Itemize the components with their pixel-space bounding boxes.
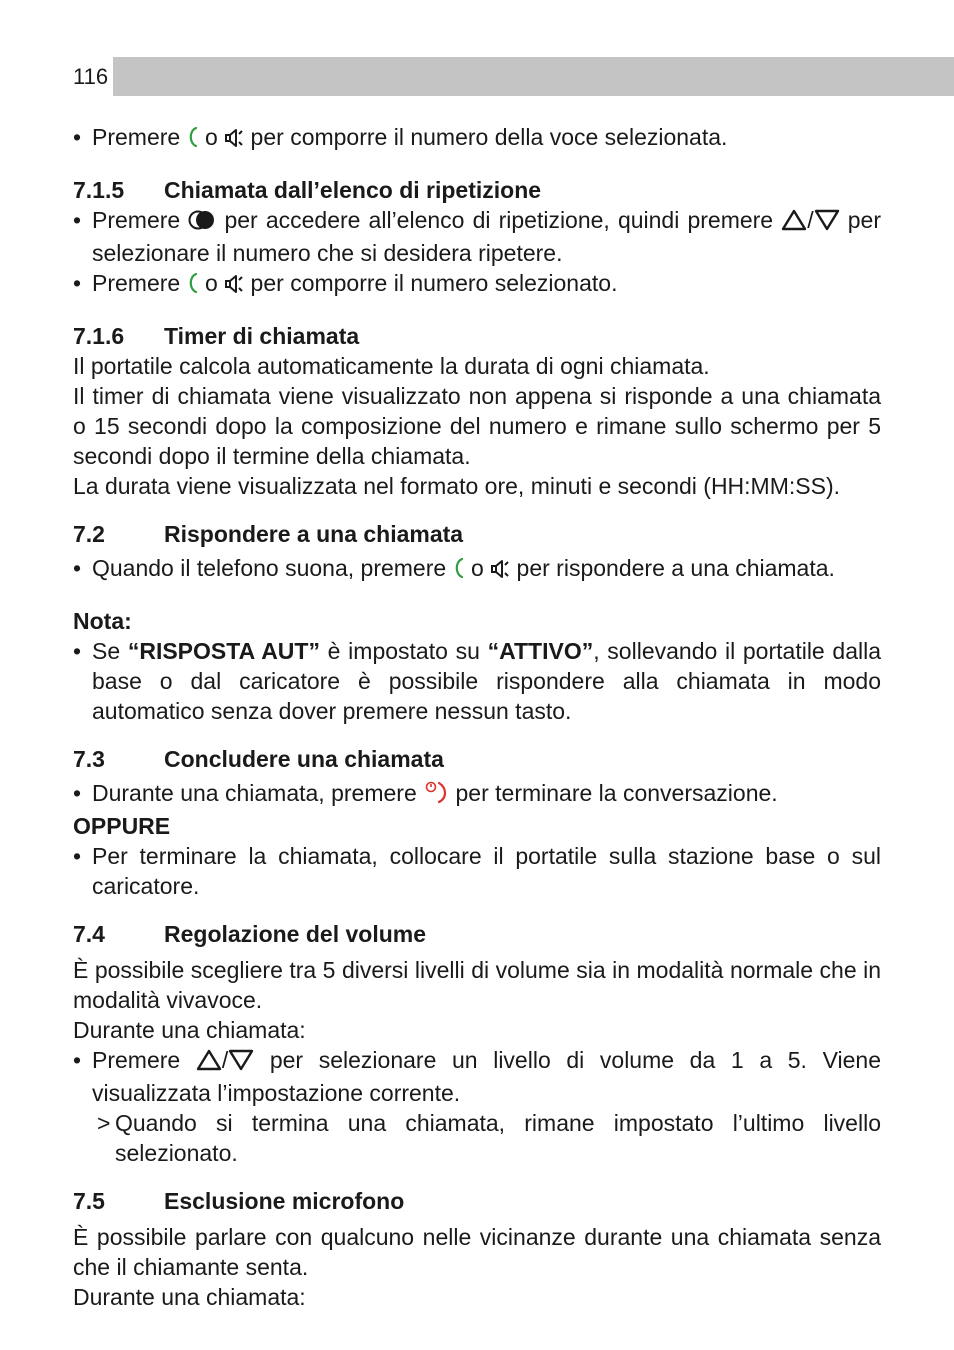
- end-call-icon: [423, 780, 449, 811]
- paragraph: Il timer di chiamata viene visualizzato non appena si risponde a una chiamata o 15 secondi dopo la composizione del numero e rimane sullo schermo per 5 secondi dopo il termine della chiamata.: [73, 383, 881, 469]
- list-item: • Quando il telefono suona, premere o per rispondere a una chiamata.: [73, 553, 881, 586]
- list-item: • Premere per accedere all’elenco di ripetizione, quindi premere / per selezionare il numero che si desidera ripetere.: [73, 207, 881, 266]
- page-content: [73, 122, 881, 1312]
- note-title: Nota:: [73, 608, 132, 634]
- paragraph: La durata viene visualizzata nel formato ore, minuti e secondi (HH:MM:SS).: [73, 473, 840, 499]
- list-item: • Premere o per comporre il numero della voce selezionata.: [73, 122, 881, 155]
- down-arrow-icon: [228, 1048, 254, 1078]
- speaker-icon: [490, 556, 510, 586]
- list-item: • Durante una chiamata, premere per terminare la conversazione.: [73, 778, 881, 811]
- sub-list-item: > Quando si termina una chiamata, rimane impostato l’ultimo livello selezionato.: [97, 1110, 881, 1166]
- section-heading: 7.1.6 Timer di chiamata: [73, 323, 360, 349]
- paragraph: Il portatile calcola automaticamente la durata di ogni chiamata.: [73, 353, 710, 379]
- section-heading: 7.5 Esclusione microfono: [73, 1188, 405, 1214]
- down-arrow-icon: [814, 208, 840, 238]
- speaker-icon: [224, 271, 244, 301]
- list-item: • Per terminare la chiamata, collocare il portatile sulla stazione base o sul caricatore.: [73, 843, 881, 899]
- list-item: • Se “RISPOSTA AUT” è impostato su “ATTIVO”, sollevando il portatile dalla base o dal caricatore è possibile rispondere alla chiamata in modo automatico senza dover premere nessun tasto.: [73, 638, 882, 724]
- page-header-bar: [73, 57, 954, 96]
- oppure-label: OPPURE: [73, 813, 171, 839]
- paragraph: È possibile scegliere tra 5 diversi livelli di volume sia in modalità normale che in modalità vivavoce.: [73, 957, 881, 1013]
- up-arrow-icon: [196, 1048, 222, 1078]
- section-heading: 7.2 Rispondere a una chiamata: [73, 521, 464, 547]
- call-icon: [187, 125, 199, 155]
- call-icon: [453, 556, 465, 586]
- redial-icon: [188, 208, 216, 238]
- section-heading: 7.1.5 Chiamata dall’elenco di ripetizione: [73, 177, 542, 203]
- up-arrow-icon: [781, 208, 807, 238]
- speaker-icon: [224, 125, 244, 155]
- call-icon: [187, 271, 199, 301]
- section-heading: 7.4 Regolazione del volume: [73, 921, 426, 947]
- paragraph: Durante una chiamata:: [73, 1284, 306, 1310]
- section-heading: 7.3 Concludere una chiamata: [73, 746, 444, 772]
- list-item: • Premere o per comporre il numero selezionato.: [73, 268, 881, 301]
- paragraph: Durante una chiamata:: [73, 1017, 306, 1043]
- list-item: • Premere / per selezionare un livello di volume da 1 a 5. Viene visualizzata l’impostazione corrente.: [73, 1047, 881, 1106]
- page-number: 116: [73, 57, 113, 96]
- paragraph: È possibile parlare con qualcuno nelle vicinanze durante una chiamata senza che il chiamante senta.: [73, 1224, 881, 1280]
